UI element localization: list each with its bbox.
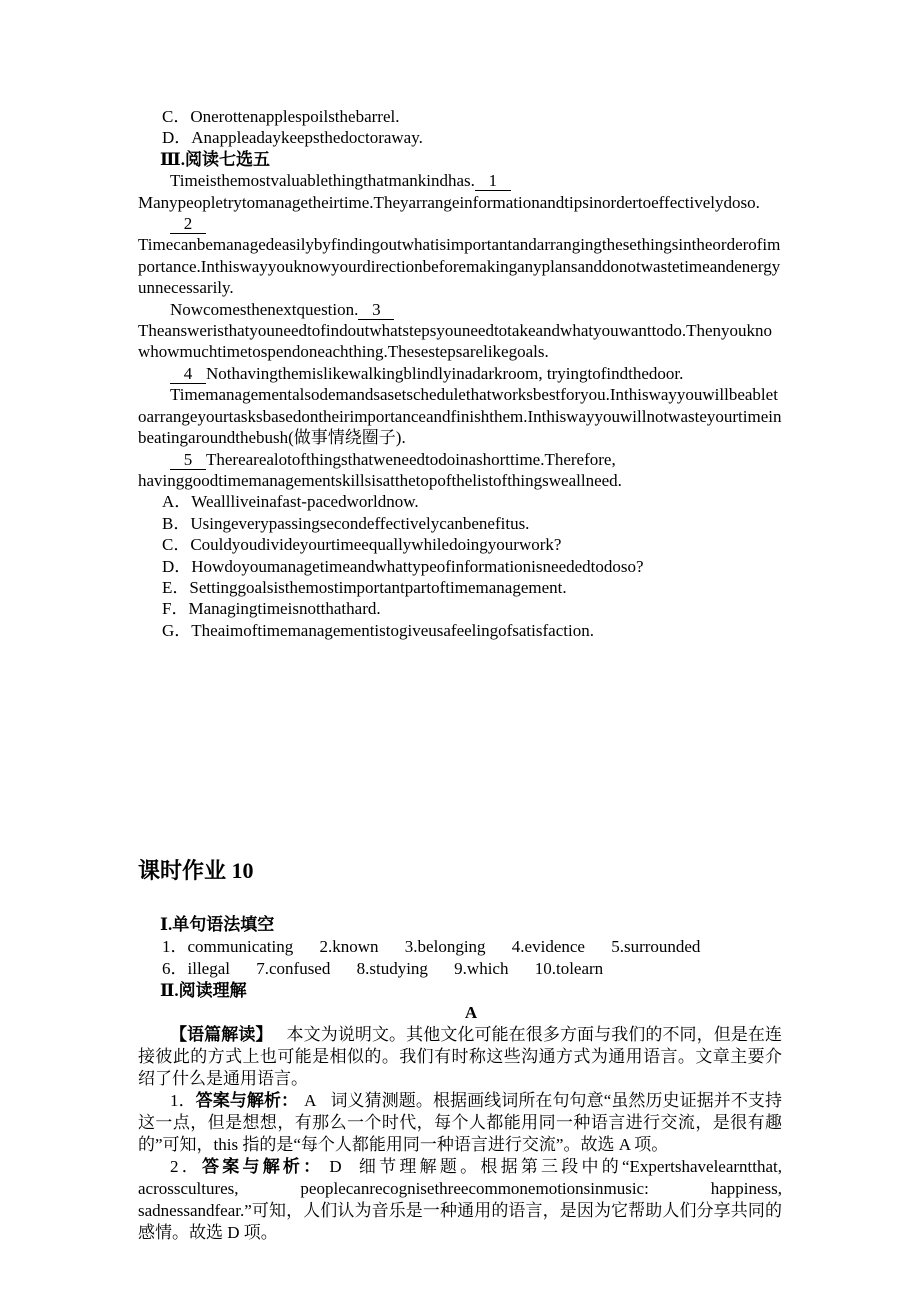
answer-item: 8.studying <box>356 959 428 979</box>
text-column <box>138 106 782 1244</box>
answer-item: 4.evidence <box>511 937 585 957</box>
item-label: 答案与解析： <box>195 1091 299 1111</box>
cloze-paragraph-4: 4 Nothavingthemislikewalkingblindlyinadarkroom, tryingtofindthedoor. <box>138 363 782 384</box>
choice-b: B．Usingeverypassingsecondeffectivelycanbenefitus. <box>162 513 530 533</box>
cloze-blank-2: 2 <box>170 215 206 234</box>
cloze-paragraph-1: Timeisthemostvaluablethingthatmankindhas. 1Manypeopletrytomanagetheirtime.Theyarrangeinformationandtipsinordertoeffectivelydoso. <box>138 171 760 212</box>
intro-text: 本文为说明文。其他文化可能在很多方面与我们的不同，但是在连接彼此的方式上也可能是相似的。我们有时称这些沟通方式为通用语言。文章主要介绍了什么是通用语言。 <box>138 1025 783 1089</box>
item-text: 细节理解题。根据第三段中的“Expertshavelearntthat, acrosscultures, peoplecanrecognisethreecommonemotionsinmusic: happiness, sadnessandfear.”可知，人们认为音乐是一种通用的语言，是因为它帮助人们分享共同的感情。故选 D 项。 <box>138 1157 783 1243</box>
option-d-line: D．Anappleadaykeepsthedoctoraway. <box>162 128 423 148</box>
cloze-blank-1: 1 <box>475 172 511 191</box>
cloze-paragraph-2: 2Timecanbemanagedeasilybyfindingoutwhatisimportantandarrangingthesethingsintheorderofimportance.Inthiswayyouknowyourdirectionbeforemakinganyplansanddonotwastetimeandenergyunnecessarily. <box>138 214 781 298</box>
item-answer: D <box>329 1157 342 1177</box>
answer-item: 6．illegal <box>162 959 230 979</box>
analysis-item-1 <box>138 1090 782 1156</box>
choice-c: C．Couldyoudivideyourtimeequallywhiledoingyourwork? <box>162 535 562 555</box>
cloze-section-heading: Ⅲ.阅读七选五 <box>160 149 270 169</box>
grammar-answers-row-2 <box>138 958 782 980</box>
option-c-line: C．Onerottenapplespoilsthebarrel. <box>162 107 400 126</box>
reading-section-heading: Ⅱ.阅读理解 <box>160 981 247 1001</box>
cloze-paragraph-3: Nowcomesthenextquestion. 3Theansweristhatyouneedtofindoutwhatstepsyouneedtotakeandwhatyouwanttodo.Thenyouknowhowmuchtimetospendoneachthing.Thesestepsarelikegoals. <box>138 299 773 362</box>
grammar-section-heading: Ⅰ.单句语法填空 <box>160 915 275 935</box>
grammar-answers-row-1 <box>138 936 782 958</box>
answer-item: 2.known <box>319 937 379 957</box>
answer-item: 1．communicating <box>162 937 294 957</box>
passage-intro <box>138 1024 782 1090</box>
passage-label: A <box>464 1003 478 1023</box>
answer-item: 5.surrounded <box>611 937 701 957</box>
cloze-blank-3: 3 <box>358 301 394 320</box>
choice-a: A．Weallliveinafast-pacedworldnow. <box>162 492 419 512</box>
cloze-paragraph-6: 5 Therearealotofthingsthatweneedtodoinashorttime.Therefore, havinggoodtimemanagementskillsisatthetopofthelistofthingsweallneed. <box>138 449 622 490</box>
answer-item: 7.confused <box>256 959 331 979</box>
answer-key-block <box>138 914 782 1244</box>
choice-d: D．Howdoyoumanagetimeandwhattypeofinformationisneededtodoso? <box>162 556 644 576</box>
item-number: 2． <box>170 1157 202 1177</box>
answer-item: 3.belonging <box>404 937 486 957</box>
analysis-item-2 <box>138 1156 782 1244</box>
choice-g: G．Theaimoftimemanagementistogiveusafeelingofsatisfaction. <box>162 620 594 640</box>
item-answer: A <box>304 1091 317 1111</box>
cloze-blank-5: 5 <box>170 451 206 470</box>
choice-e: E．Settinggoalsisthemostimportantpartoftimemanagement. <box>162 577 567 597</box>
answer-item: 10.tolearn <box>534 959 604 979</box>
cloze-paragraph-5: Timemanagementalsodemandsasetschedulethatworksbestforyou.Inthiswayyouwillbeabletoarrangeyourtasksbasedontheirimportanceandfinishthem.Inthiswayyouwillnotwasteyourtimeinbeatingaroundthebush(做事情绕圈子). <box>138 385 782 448</box>
choice-f: F．Managingtimeisnotthathard. <box>162 599 381 619</box>
item-label: 答案与解析： <box>201 1157 324 1177</box>
cloze-blank-4: 4 <box>170 365 206 384</box>
item-text: 词义猜测题。根据画线词所在句句意“虽然历史证据并不支持这一点，但是想想，有那么一个时代，每个人都能用同一种语言进行交流，是很有趣的”可知，this 指的是“每个人都能用同一种语言进行交流”。故选 A 项。 <box>138 1091 783 1155</box>
answer-item: 9.which <box>454 959 509 979</box>
intro-label: 【语篇解读】 <box>170 1025 273 1045</box>
lesson-title: 课时作业 10 <box>138 858 254 884</box>
item-number: 1． <box>170 1091 196 1111</box>
